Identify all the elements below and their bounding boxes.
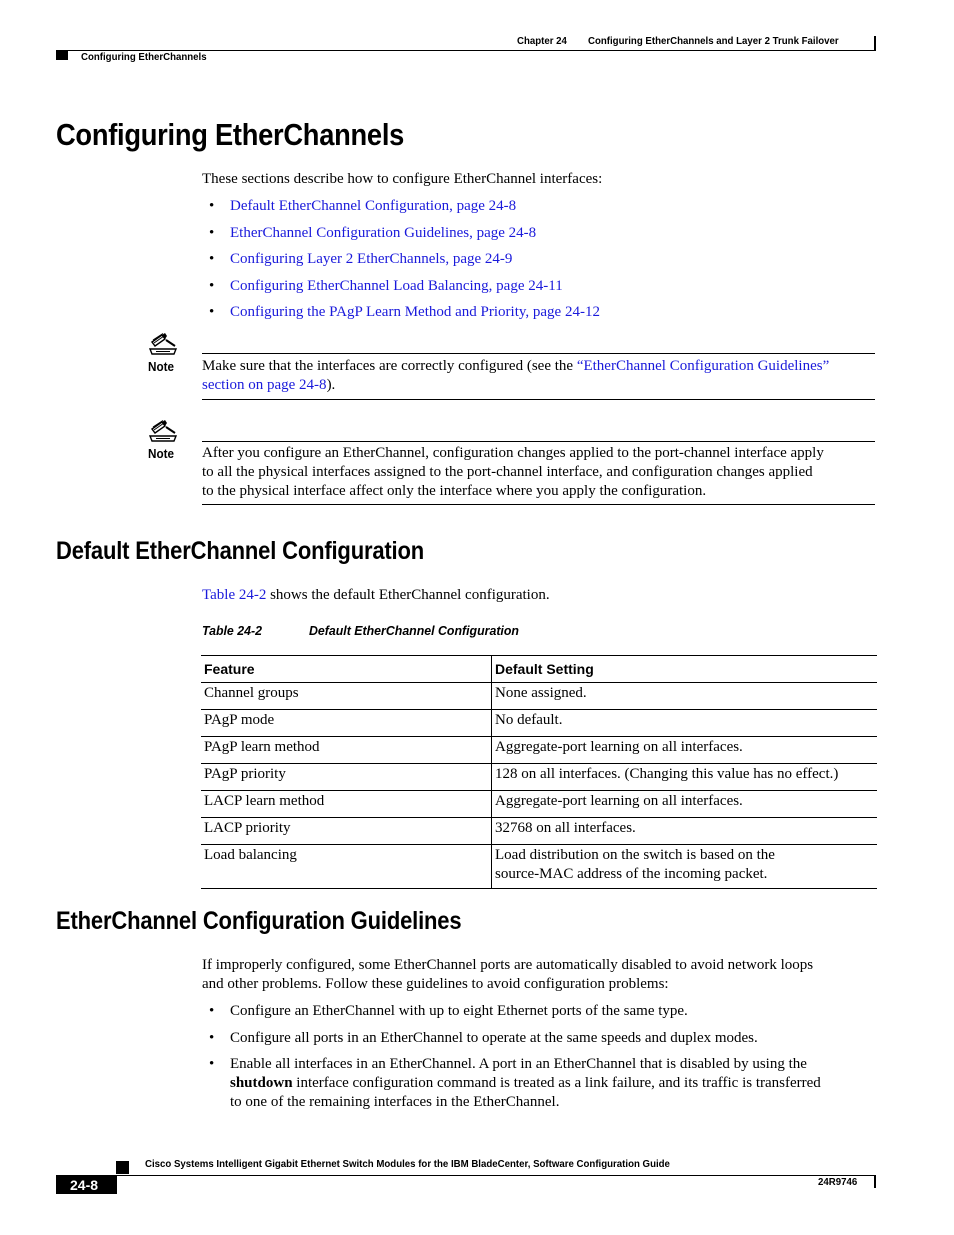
- table-row: [201, 818, 877, 845]
- header-bar: [874, 36, 876, 50]
- table-row: [201, 737, 877, 764]
- list-item: • Configuring Layer 2 EtherChannels, page 24-9: [209, 251, 513, 267]
- table-cell: LACP priority: [201, 818, 492, 845]
- note-rule-top: [202, 353, 875, 354]
- table-row: [201, 845, 877, 889]
- note1-link-guidelines[interactable]: “EtherChannel Configuration Guidelines”: [576, 358, 830, 374]
- default-config-table: [201, 655, 877, 889]
- footer-guide-title: Cisco Systems Intelligent Gigabit Ethernet Switch Modules for the IBM BladeCenter, Software Configuration Guide: [145, 1158, 670, 1170]
- link-default-config[interactable]: Default EtherChannel Configuration, page 24-8: [230, 198, 517, 214]
- note-label: Note: [148, 446, 175, 461]
- table-cell: Aggregate-port learning on all interfaces.: [492, 791, 878, 818]
- list-item: • Configuring EtherChannel Load Balancing, page 24-11: [209, 277, 563, 294]
- table-cell: None assigned.: [492, 683, 878, 710]
- list-item: • Enable all interfaces in an EtherChannel. A port in an EtherChannel that is disabled by using the shutdown interface configuration command is treated as a link failure, and its traffic is transferred to one of the remaining interfaces in the EtherChannel.: [209, 1056, 821, 1110]
- list-item: • Configure an EtherChannel with up to eight Ethernet ports of the same type.: [209, 1003, 688, 1019]
- note2-text: After you configure an EtherChannel, configuration changes applied to the port-channel interface apply to all the physical interfaces assigned to the port-channel interface, and configuration changes applied to the physical interface affect only the interface where you apply the configuration.: [202, 445, 824, 499]
- table-cell: LACP learn method: [201, 791, 492, 818]
- page-title: Configuring EtherChannels: [56, 117, 405, 152]
- footer-rule: [116, 1175, 876, 1176]
- table-caption-title: Default EtherChannel Configuration: [309, 623, 519, 638]
- note-rule-bottom: [202, 399, 875, 400]
- table-row: [201, 764, 877, 791]
- note-pencil-icon: [148, 419, 178, 445]
- link-guidelines[interactable]: EtherChannel Configuration Guidelines, page 24-8: [230, 224, 537, 241]
- note-rule-bottom: [202, 504, 875, 505]
- footer-doc-number: 24R9746: [818, 1176, 858, 1188]
- table-cell: PAgP priority: [201, 764, 492, 791]
- table-reference-text: Table 24-2 shows the default EtherChannel configuration.: [202, 587, 550, 603]
- header-section: Configuring EtherChannels: [81, 51, 207, 63]
- header-chapter: Chapter 24: [517, 35, 567, 47]
- note1-text: Make sure that the interfaces are correctly configured (see the “EtherChannel Configuration Guidelines” section on page 24-8).: [202, 358, 830, 393]
- guidelines-list: [202, 1002, 882, 1112]
- table-cell: Channel groups: [201, 683, 492, 710]
- guidelines-paragraph: If improperly configured, some EtherChannel ports are automatically disabled to avoid network loops and other problems. Follow these guidelines to avoid configuration problems:: [202, 957, 814, 992]
- note1-link-page[interactable]: section on page 24-8: [202, 377, 327, 393]
- table-row: [201, 791, 877, 818]
- note-pencil-icon: [148, 332, 178, 358]
- link-load-balancing[interactable]: Configuring EtherChannel Load Balancing, page 24-11: [230, 277, 563, 294]
- header-chapter-title: Configuring EtherChannels and Layer 2 Trunk Failover: [588, 35, 839, 47]
- list-item: • Configuring the PAgP Learn Method and Priority, page 24-12: [209, 304, 600, 320]
- table-cell: 32768 on all interfaces.: [492, 818, 878, 845]
- command-shutdown: shutdown: [230, 1075, 293, 1091]
- table-cell: PAgP learn method: [201, 737, 492, 764]
- list-item: • Default EtherChannel Configuration, page 24-8: [209, 198, 517, 214]
- table-cell: Load distribution on the switch is based on the source-MAC address of the incoming packet.: [492, 845, 878, 889]
- page-number: 24-8: [70, 1177, 99, 1193]
- link-pagp-learn[interactable]: Configuring the PAgP Learn Method and Priority, page 24-12: [230, 304, 600, 320]
- note-label: Note: [148, 359, 175, 374]
- table-cell: Load balancing: [201, 845, 492, 889]
- section-link-list: [202, 197, 600, 322]
- link-layer2[interactable]: Configuring Layer 2 EtherChannels, page 24-9: [230, 251, 513, 267]
- table-row: [201, 710, 877, 737]
- note-rule-top: [202, 441, 875, 442]
- footer-bar: [874, 1175, 876, 1188]
- intro-text: These sections describe how to configure EtherChannel interfaces:: [202, 171, 603, 187]
- list-item: • Configure all ports in an EtherChannel to operate at the same speeds and duplex modes.: [209, 1029, 758, 1046]
- section-heading-guidelines: EtherChannel Configuration Guidelines: [56, 907, 462, 935]
- section-heading-default: Default EtherChannel Configuration: [56, 537, 425, 565]
- footer-square: [116, 1161, 129, 1174]
- table-row: [201, 683, 877, 710]
- table-cell: Aggregate-port learning on all interfaces.: [492, 737, 878, 764]
- table-header-row: [201, 656, 877, 683]
- table-cell: 128 on all interfaces. (Changing this value has no effect.): [492, 764, 878, 791]
- table-caption-number: Table 24-2: [202, 623, 262, 638]
- column-header-feature: Feature: [201, 656, 492, 683]
- list-item: • EtherChannel Configuration Guidelines, page 24-8: [209, 224, 537, 241]
- header-square: [56, 51, 68, 60]
- column-header-default: Default Setting: [492, 656, 878, 683]
- table-cell: No default.: [492, 710, 878, 737]
- table-ref-link[interactable]: Table 24-2: [202, 587, 267, 603]
- table-cell: PAgP mode: [201, 710, 492, 737]
